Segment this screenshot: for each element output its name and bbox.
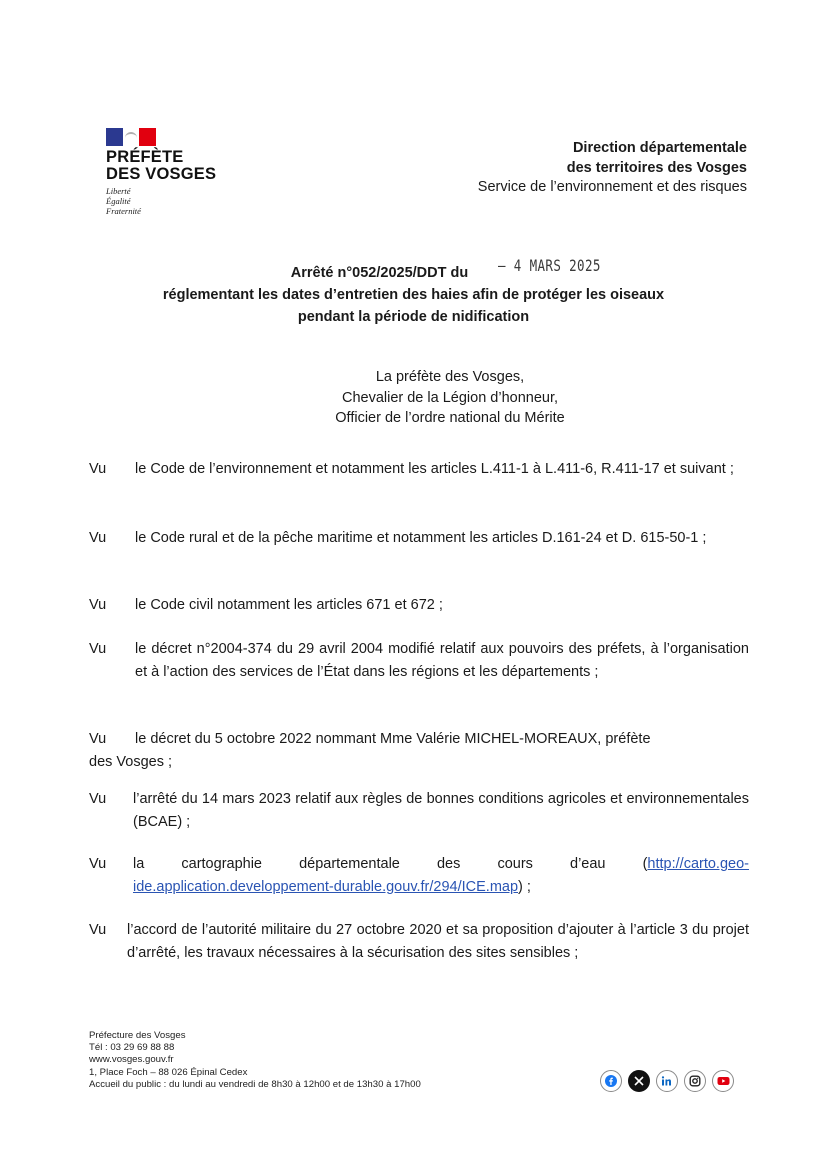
issuing-direction	[478, 139, 747, 198]
vu-item-cartography	[133, 853, 749, 898]
social-links	[600, 1070, 734, 1092]
footer-opening-hours: Accueil du public : du lundi au vendredi de 8h30 à 12h00 et de 13h30 à 17h00	[89, 1078, 421, 1090]
motto	[106, 186, 216, 216]
vu-item-decree-2022-line1: le décret du 5 octobre 2022 nommant Mme Valérie MICHEL-MOREAUX, préfète	[135, 731, 651, 747]
cartography-text-word1: la	[133, 856, 145, 872]
authority-block	[150, 367, 750, 429]
vu-item-decree-2022-line2: des Vosges ;	[89, 753, 173, 770]
authority-line1: La préfète des Vosges,	[375, 369, 525, 385]
direction-line2: des territoires des Vosges	[566, 159, 747, 176]
footer-prefecture: Préfecture des Vosges	[89, 1030, 186, 1041]
motto-fraternite: Fraternité	[106, 206, 141, 216]
direction-line1: Direction départementale	[572, 140, 747, 156]
instagram-icon[interactable]	[684, 1070, 706, 1092]
vu-keyword: Vu	[89, 461, 107, 477]
motto-liberte: Liberté	[106, 186, 131, 196]
cartography-text-word4: des	[436, 856, 461, 872]
vu-keyword: Vu	[89, 856, 107, 872]
authority-line2: Chevalier de la Légion d’honneur,	[341, 389, 559, 406]
date-stamp: – 4 MARS 2025	[498, 256, 601, 275]
logo-name-line2: DES VOSGES	[106, 165, 217, 183]
vu-item-military-agreement: l’accord de l’autorité militaire du 27 octobre 2020 et sa proposition d’ajouter à l’article 3 du projet d’arrêté, les travaux nécessaires à la sécurisation des sites sensibles ;	[127, 922, 749, 961]
cartography-link-start[interactable]: (http://carto.geo-	[642, 856, 749, 872]
vu-keyword: Vu	[89, 791, 107, 807]
vu-item-decree-2004: le décret n°2004-374 du 29 avril 2004 modifié relatif aux pouvoirs des préfets, à l’organisation et à l’action des services de l’État dans les régions et les départements ;	[135, 641, 749, 680]
logo-name	[106, 149, 216, 183]
youtube-icon[interactable]	[712, 1070, 734, 1092]
motto-egalite: Égalité	[106, 196, 131, 206]
logo-name-line1: PRÉFÈTE	[106, 148, 184, 166]
linkedin-icon[interactable]	[656, 1070, 678, 1092]
footer-website[interactable]: www.vosges.gouv.fr	[89, 1054, 174, 1066]
vu-keyword: Vu	[89, 530, 107, 546]
marianne-flag-icon	[106, 128, 156, 146]
vu-item-environment-code: le Code de l’environnement et notamment les articles L.411-1 à L.411-6, R.411-17 et suivant ;	[135, 461, 734, 477]
title-line2: réglementant les dates d’entretien des haies afin de protéger les oiseaux	[162, 287, 665, 303]
footer-contact	[89, 1030, 421, 1091]
prefecture-logo	[106, 128, 216, 216]
cartography-link-part1[interactable]: http://carto.geo-	[647, 856, 749, 872]
decree-title	[0, 262, 827, 328]
service-name: Service de l’environnement et des risques	[477, 179, 747, 195]
title-line3: pendant la période de nidification	[297, 309, 530, 325]
vu-item-civil-code: le Code civil notamment les articles 671 et 672 ;	[135, 597, 443, 613]
cartography-text-word6: d’eau	[570, 856, 606, 872]
vu-item-rural-code: le Code rural et de la pêche maritime et notamment les articles D.161-24 et D. 615-50-1 ;	[135, 530, 707, 546]
cartography-text-word2: cartographie	[181, 856, 262, 872]
title-line1: Arrêté n°052/2025/DDT du	[290, 265, 469, 281]
vu-item-bcae-order: l’arrêté du 14 mars 2023 relatif aux règles de bonnes conditions agricoles et environnementales (BCAE) ;	[133, 791, 749, 830]
cartography-link-part2[interactable]: ide.application.developpement-durable.gouv.fr/294/ICE.map	[133, 878, 519, 895]
vu-item-decree-2022	[89, 728, 749, 773]
footer-address: 1, Place Foch – 88 026 Épinal Cedex	[89, 1066, 248, 1078]
x-icon[interactable]	[628, 1070, 650, 1092]
cartography-text-word3: départementale	[299, 856, 400, 872]
facebook-icon[interactable]	[600, 1070, 622, 1092]
cartography-text-after: ) ;	[518, 878, 531, 895]
footer-phone: Tél : 03 29 69 88 88	[89, 1042, 175, 1054]
authority-line3: Officier de l’ordre national du Mérite	[335, 410, 565, 426]
cartography-text-word5: cours	[497, 856, 533, 872]
vu-keyword: Vu	[89, 922, 107, 938]
vu-keyword: Vu	[89, 641, 107, 657]
vu-keyword: Vu	[89, 597, 107, 613]
vu-keyword: Vu	[89, 731, 107, 747]
